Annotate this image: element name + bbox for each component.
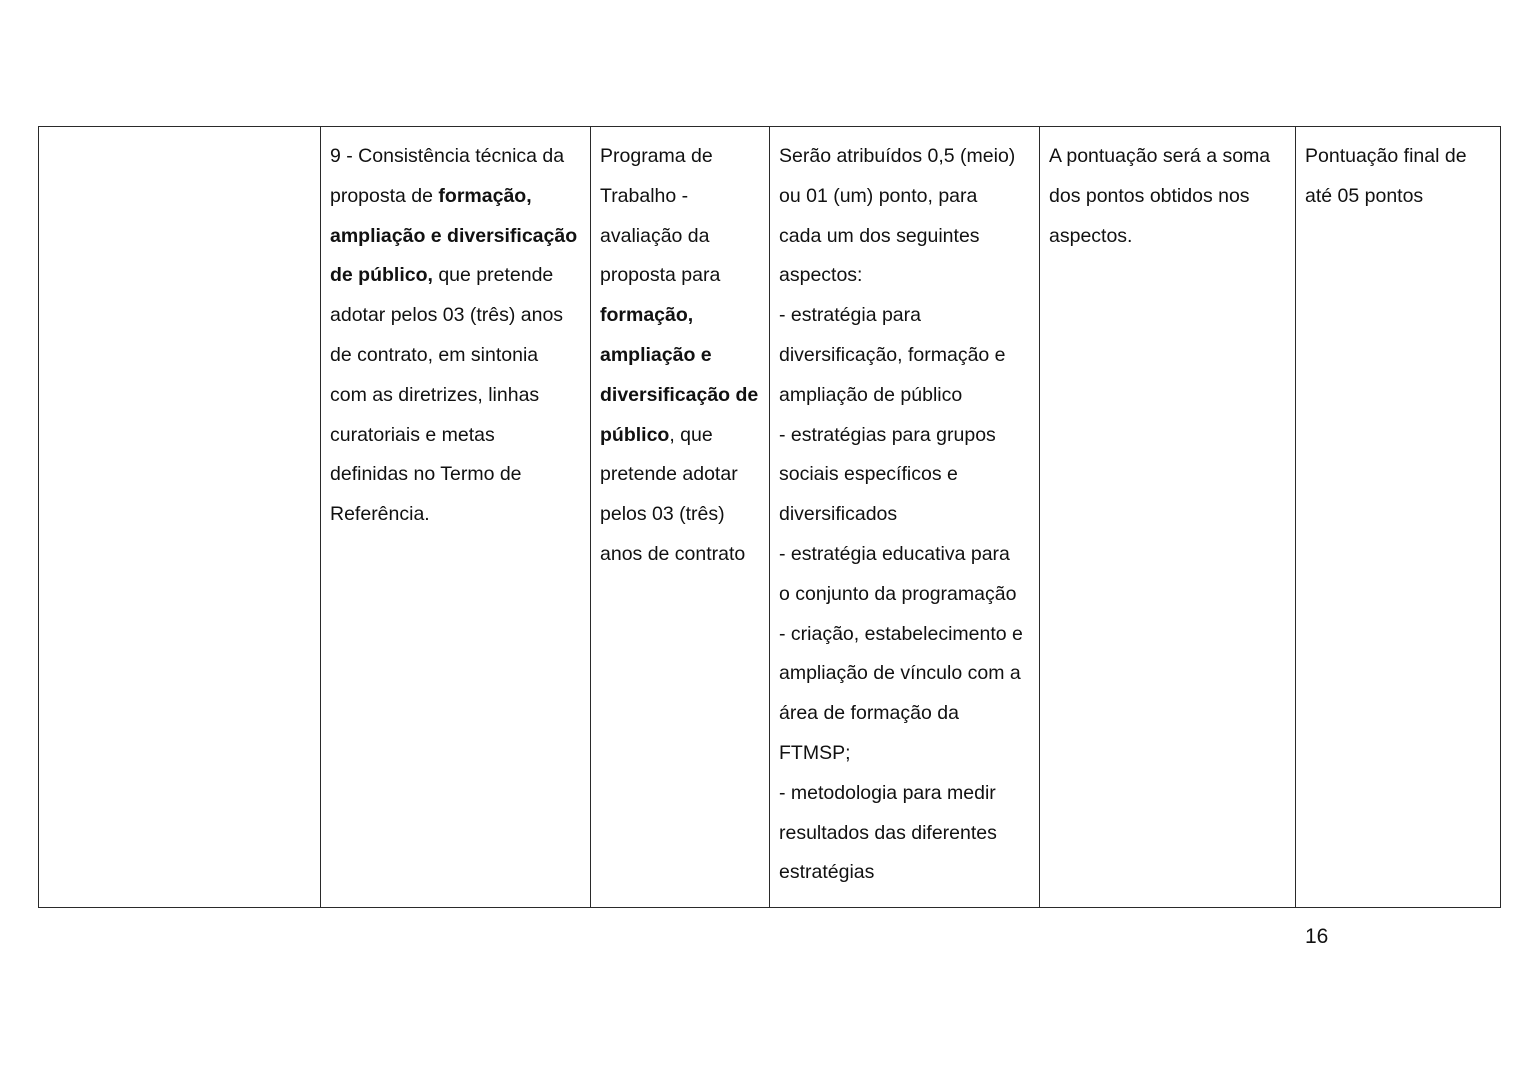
cell-text-line xyxy=(330,256,581,296)
cell-text-line: - estratégia educativa para xyxy=(779,542,1010,565)
cell-text-line: Referência. xyxy=(330,503,430,526)
cell-text-line: pretende adotar xyxy=(600,463,738,486)
cell-text-line: diversificados xyxy=(779,503,898,526)
cell-text-line: cada um dos seguintes xyxy=(779,224,980,247)
cell-text-line xyxy=(600,336,760,376)
cell-text-line: aspectos. xyxy=(1049,224,1133,247)
cell-text-line: o conjunto da programação xyxy=(779,582,1017,605)
cell-text-line: ampliação de vínculo com a xyxy=(779,662,1021,685)
cell-text-bold: ampliação e diversificação xyxy=(330,224,578,247)
table-cell-final-score xyxy=(1296,127,1501,908)
cell-text-line: aspectos: xyxy=(779,264,863,287)
cell-text-line: - estratégias para grupos xyxy=(779,423,996,446)
cell-text-line: avaliação da xyxy=(600,224,710,247)
cell-text-span: , que xyxy=(669,423,713,446)
cell-text-line: dos pontos obtidos nos xyxy=(1049,184,1250,207)
cell-text-line: 9 - Consistência técnica da xyxy=(330,145,565,167)
cell-text-line xyxy=(330,177,581,217)
cell-text-line: de contrato, em sintonia xyxy=(330,343,539,366)
cell-text-line: anos de contrato xyxy=(600,542,746,565)
cell-text-line: pelos 03 (três) xyxy=(600,503,725,526)
cell-text-line: Pontuação final de xyxy=(1305,145,1467,167)
table-row xyxy=(39,127,1501,908)
cell-text-bold: público xyxy=(600,423,670,446)
cell-text-line: - metodologia para medir xyxy=(779,781,996,804)
table-cell-aspects xyxy=(770,127,1040,908)
cell-text-line: sociais específicos e xyxy=(779,463,958,486)
cell-text-line: diversificação, formação e xyxy=(779,343,1006,366)
cell-text-line: definidas no Termo de xyxy=(330,463,522,486)
page-number: 16 xyxy=(1305,925,1329,948)
cell-text-line: Programa de xyxy=(600,145,713,167)
cell-text-line: com as diretrizes, linhas xyxy=(330,383,540,406)
cell-text-bold: ampliação e xyxy=(600,343,712,366)
cell-text-span: que pretende xyxy=(432,264,554,287)
cell-text-bold: de público, xyxy=(330,264,433,287)
table-cell-scoring-method xyxy=(1040,127,1296,908)
cell-text-line: resultados das diferentes xyxy=(779,821,997,844)
cell-text-span: proposta de xyxy=(330,184,439,207)
cell-text-line: Trabalho - xyxy=(600,184,689,207)
cell-text-line xyxy=(330,217,581,257)
cell-text-line xyxy=(600,296,760,336)
cell-text-line: estratégias xyxy=(779,861,875,884)
cell-text-bold: formação, xyxy=(438,184,532,207)
cell-text-line: adotar pelos 03 (três) anos xyxy=(330,304,564,327)
cell-text-line xyxy=(600,376,760,416)
table-cell-program xyxy=(591,127,770,908)
cell-text-line: ou 01 (um) ponto, para xyxy=(779,184,978,207)
cell-text-line: - estratégia para xyxy=(779,304,921,327)
cell-text-line: proposta para xyxy=(600,264,721,287)
cell-text-line: - criação, estabelecimento e xyxy=(779,622,1023,645)
cell-text-line: área de formação da xyxy=(779,702,959,725)
cell-text-bold: diversificação de xyxy=(600,383,759,406)
cell-text-line: FTMSP; xyxy=(779,741,851,764)
table-cell-empty xyxy=(39,127,321,908)
cell-text-bold: formação, xyxy=(600,304,694,327)
cell-text-line: curatoriais e metas xyxy=(330,423,495,446)
table-cell-criterion xyxy=(321,127,591,908)
cell-text-line xyxy=(600,416,760,456)
cell-text-line: A pontuação será a soma xyxy=(1049,145,1271,167)
criteria-table xyxy=(38,126,1501,908)
cell-text-line: até 05 pontos xyxy=(1305,184,1424,207)
cell-text-line: ampliação de público xyxy=(779,383,963,406)
cell-text-line: Serão atribuídos 0,5 (meio) xyxy=(779,145,1016,167)
